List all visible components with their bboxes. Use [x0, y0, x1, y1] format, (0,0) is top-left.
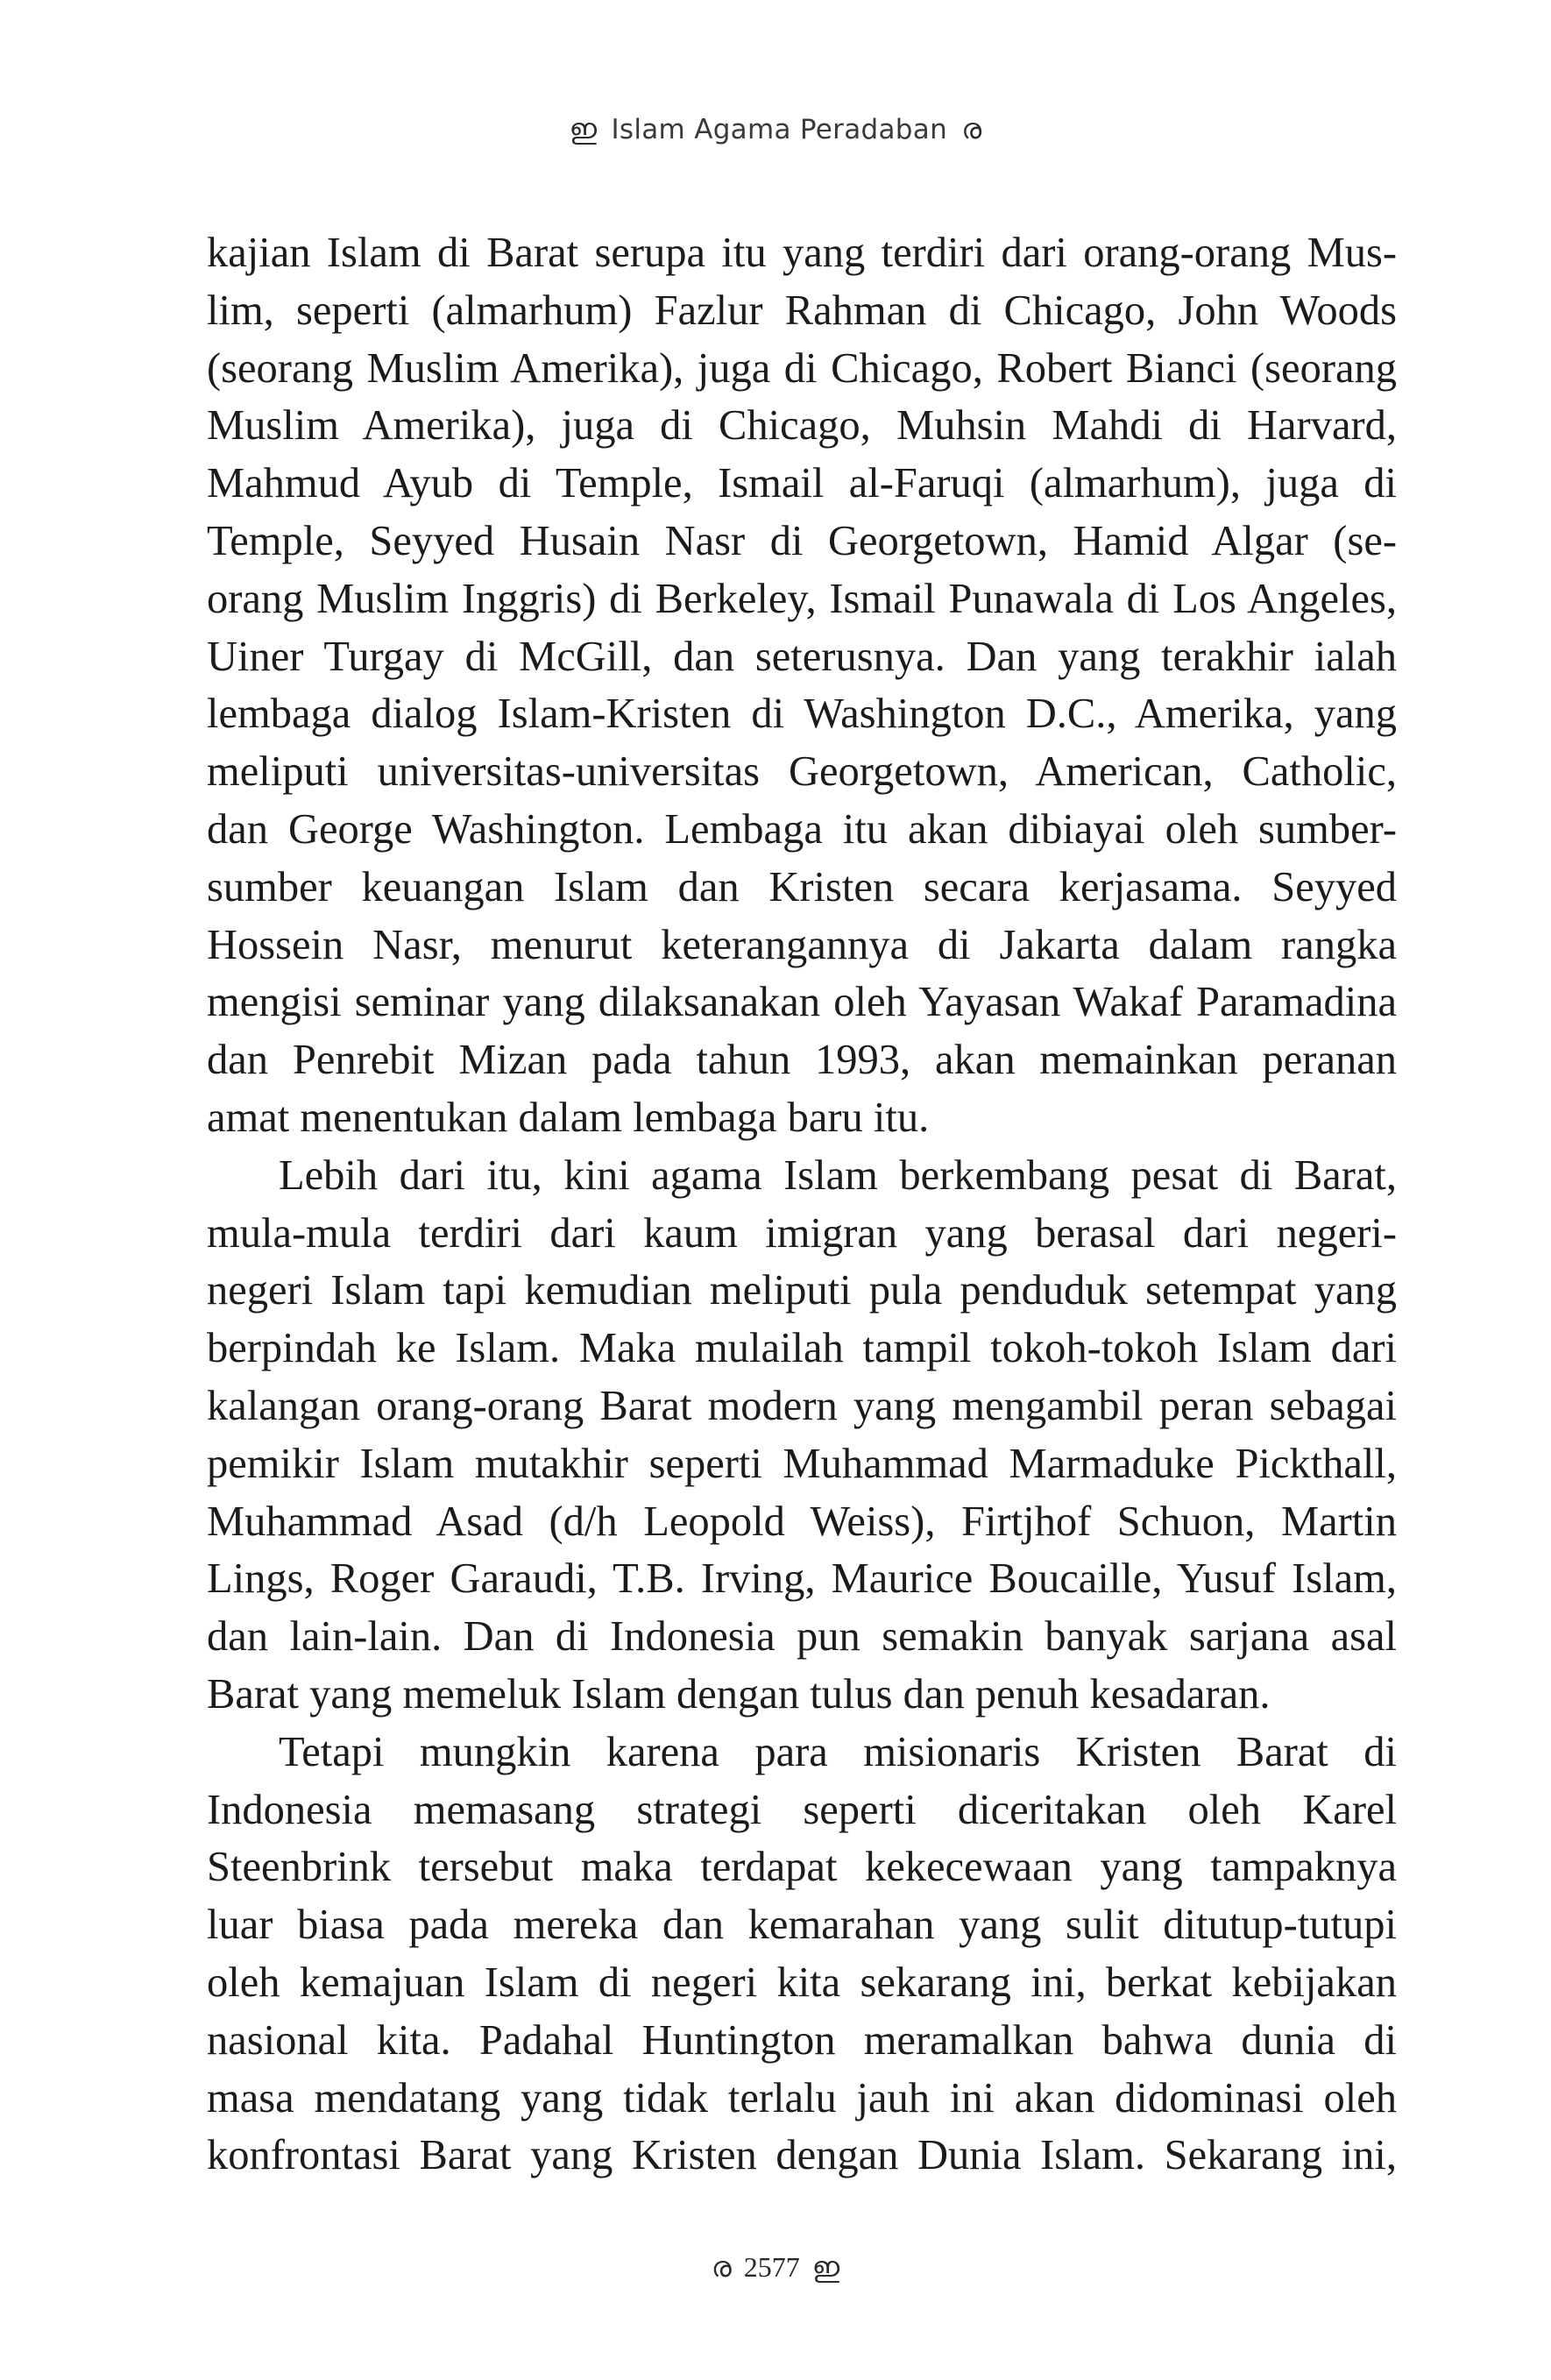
text-line: Barat yang memeluk Islam dengan tulus dan penuh kesadaran. [207, 1670, 1271, 1718]
text-line: sumber keuangan Islam dan Kristen secara kerjasama. Seyyed [207, 863, 1397, 910]
text-line: meliputi universitas-universitas Georgetown, American, Catholic, [207, 748, 1397, 796]
ornament-right-icon: ര [961, 112, 982, 145]
text-line: Muslim Amerika), juga di Chicago, Muhsin Mahdi di Harvard, [207, 402, 1397, 450]
text-line: Mahmud Ayub di Temple, Ismail al-Faruqi (almarhum), juga di [207, 460, 1397, 507]
footer-ornament-left-icon: ര [711, 2250, 732, 2284]
text-line: lim, seperti (almarhum) Fazlur Rahman di Chicago, John Woods [207, 287, 1397, 334]
text-line: orang Muslim Inggris) di Berkeley, Ismail Punawala di Los Angeles, [207, 575, 1397, 622]
page-footer [0, 2250, 1551, 2284]
text-line: masa mendatang yang tidak terlalu jauh ini akan didominasi oleh [207, 2074, 1397, 2121]
text-line: Tetapi mungkin karena para misionaris Kristen Barat di [279, 1728, 1397, 1775]
text-line: dan George Washington. Lembaga itu akan dibiayai oleh sumber- [207, 805, 1397, 853]
text-line: Lings, Roger Garaudi, T.B. Irving, Maurice Boucaille, Yusuf Islam, [207, 1555, 1397, 1603]
text-line: berpindah ke Islam. Maka mulailah tampil tokoh-tokoh Islam dari [207, 1325, 1397, 1372]
running-header [0, 112, 1551, 146]
text-line: oleh kemajuan Islam di negeri kita sekarang ini, berkat kebijakan [207, 1959, 1397, 2006]
text-line: Lebih dari itu, kini agama Islam berkembang pesat di Barat, [279, 1151, 1397, 1199]
text-line: Muhammad Asad (d/h Leopold Weiss), Firtjhof Schuon, Martin [207, 1498, 1397, 1545]
text-line: Hossein Nasr, menurut keterangannya di Jakarta dalam rangka [207, 921, 1397, 968]
text-line: Indonesia memasang strategi seperti diceritakan oleh Karel [207, 1786, 1397, 1833]
text-line: dan Penrebit Mizan pada tahun 1993, akan memainkan peranan [207, 1037, 1397, 1084]
text-line: pemikir Islam mutakhir seperti Muhammad Marmaduke Pickthall, [207, 1440, 1397, 1487]
text-line: mula-mula terdiri dari kaum imigran yang berasal dari negeri- [207, 1209, 1397, 1257]
body-text [207, 224, 1397, 2185]
text-line: Temple, Seyyed Husain Nasr di Georgetown, Hamid Algar (se- [207, 517, 1397, 564]
text-line: dan lain-lain. Dan di Indonesia pun semakin banyak sarjana asal [207, 1613, 1397, 1661]
ornament-left-icon: ഇ [569, 112, 598, 145]
text-line: (seorang Muslim Amerika), juga di Chicago, Robert Bianci (seorang [207, 344, 1397, 392]
text-line: konfrontasi Barat yang Kristen dengan Dunia Islam. Sekarang ini, [207, 2132, 1397, 2179]
text-line: mengisi seminar yang dilaksanakan oleh Yayasan Wakaf Paramadina [207, 979, 1397, 1026]
running-header-title: Islam Agama Peradaban [611, 114, 948, 145]
text-line: amat menentukan dalam lembaga baru itu. [207, 1094, 930, 1141]
page-number: 2577 [743, 2251, 800, 2283]
text-line: nasional kita. Padahal Huntington meramalkan bahwa dunia di [207, 2016, 1397, 2064]
text-line: Uiner Turgay di McGill, dan seterusnya. Dan yang terakhir ialah [207, 633, 1397, 680]
text-line: kalangan orang-orang Barat modern yang mengambil peran sebagai [207, 1382, 1397, 1429]
text-line: lembaga dialog Islam-Kristen di Washington D.C., Amerika, yang [207, 691, 1397, 738]
text-line: kajian Islam di Barat serupa itu yang terdiri dari orang-orang Mus- [207, 230, 1397, 276]
text-line: negeri Islam tapi kemudian meliputi pula penduduk setempat yang [207, 1267, 1397, 1314]
footer-ornament-right-icon: ഇ [811, 2250, 840, 2284]
text-line: luar biasa pada mereka dan kemarahan yang sulit ditutup-tutupi [207, 1902, 1397, 1949]
text-line: Steenbrink tersebut maka terdapat kekecewaan yang tampaknya [207, 1844, 1397, 1891]
